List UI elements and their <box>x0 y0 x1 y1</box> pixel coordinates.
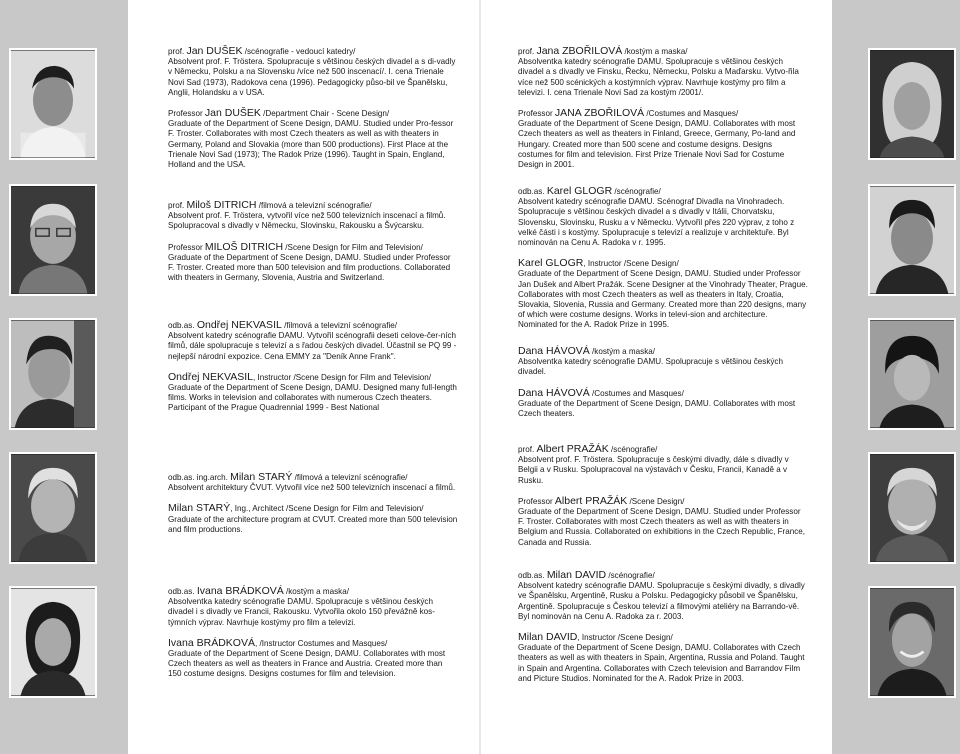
entry-milan-stary: odb.as. ing.arch. Milan STARÝ /filmová a televizní scénografie/ Absolvent architektury ČVUT. Vytvořil více než 500 televizních inscenací a filmů. Milan STARÝ, Ing., Architect /Scene Design for Film and Television/ Graduate of the architecture program at CVUT. Created more than 500 television and film productions. <box>168 471 458 534</box>
photo-jana-zborilova <box>868 48 956 160</box>
entry-ivana-bradkova: odb.as. Ivana BRÁDKOVÁ /kostým a maska/ Absolventka katedry scénografie DAMU. Spolupracuje s většinou českých divadel i s divadly ve Francii, Rakousku. Vytvořila okolo 150 převážně kos-týmních výprav. Navrhuje kostýmy pro film a televizi. Ivana BRÁDKOVÁ, /Instructor Costumes and Masques/ Graduate of the Department of Scene Design, DAMU. Collaborates with most Czech theaters as well as theaters in France and Austria. Created more than 150 costume designs. Designs costumes for film and television. <box>168 585 446 679</box>
entry-albert-prazak: prof. Albert PRAŽÁK /scénografie/ Absolvent prof. F. Tröstera. Spolupracuje s českými divadly, dále s divadly v Belgii a v Rusku. Spolupracoval na výstavách v Česku, Francii, Kanadě a v Rusku. Professor Albert PRAŽÁK /Scene Design/ Graduate of the Department of Scene Design, DAMU. Studied under Professor F. Troster. Collaborates with most Czech theaters as well as with theaters in Belgium and Russia. Collaborated on exhibitions in the Czech Republic, France, Canada and Russia. <box>518 443 806 547</box>
photo-milos-ditrich <box>9 184 97 296</box>
entry-jana-zborilova: prof. Jana ZBOŘILOVÁ /kostým a maska/ Absolventka katedry scénografie DAMU. Spolupracuje s většinou českých divadel a s divadly ve Finsku, Řecku, Německu, Polsku a Maďarsku. Vytvo-řila více než 500 scénických a kostýmních výprav. Navrhuje kostýmy pro film a televizi. I. cena Trienale Novi Sad za kostým /2001/. Professor JANA ZBOŘILOVÁ /Costumes and Masques/ Graduate of the Department of Scene Design, DAMU. Collaborates with most Czech theaters as well as theaters in Finland, Greece, Germany, Po-land and Hungary. Created more than 500 scene and costume designs. Designs costumes for film and television. First Prize Trienale Novi Sad for Costume Design in 2001. <box>518 45 799 170</box>
entry-ondrej-nekvasil: odb.as. Ondřej NEKVASIL /filmová a televizní scénografie/ Absolvent katedry scénografie DAMU. Vytvořil scénografii deseti celove-čer-ních filmů, dále spolupracuje s televizí a s řadou českých divadel. Účastnil se PQ 99 - nejlepší národní expozice. Cena EMMY za "Deník Anne Frank". Ondřej NEKVASIL, Instructor /Scene Design for Film and Television/ Graduate of the Department of Scene Design, DAMU. Designed many full-length films. Works in television and collaborates with numerous Czech theaters. Participant of the Prague Quadrennial 1999 - Best National <box>168 319 457 413</box>
photo-albert-prazak <box>868 452 956 564</box>
photo-ondrej-nekvasil <box>9 318 97 430</box>
entry-dana-havova: Dana HÁVOVÁ /kostým a maska/ Absolventka katedry scénografie DAMU. Spolupracuje s většinou českých divadel. Dana HÁVOVÁ /Costumes and Masques/ Graduate of the Department of Scene Design, DAMU. Collaborates with most Czech theaters. <box>518 345 796 419</box>
photo-karel-glogr <box>868 184 956 296</box>
photo-jan-dusek <box>9 48 97 160</box>
photo-milan-stary <box>9 452 97 564</box>
entry-milos-ditrich: prof. Miloš DITRICH /filmová a televizní scénografie/ Absolvent prof. F. Tröstera, vytvořil více než 500 televizních inscenací a filmů. Spolupracoval s divadly v Německu, Slovinsku, Rakousku a Švýcarsku. Professor MILOŠ DITRICH /Scene Design for Film and Television/ Graduate of the Department of Scene Design, DAMU. Studied under Professor F. Troster. Created more than 500 television and film productions. Collaborated with theaters in Germany, Slovenia, Austria and Switzerland. <box>168 199 451 283</box>
photo-ivana-bradkova <box>9 586 97 698</box>
page-gutter <box>479 0 481 754</box>
entry-milan-david: odb.as. Milan DAVID /scénografie/ Absolvent katedry scénografie DAMU. Spolupracuje s českými divadly, s divadly ve Španělsku, Argentině, Rusku a Polsku. Pedagogicky působil ve Španělsku, Argentině. Spolupracuje s Českou televizí a filmovými ateliéry na Barrando-vě. Byl nominován na Cenu A. Radoka za r. 2003. Milan DAVID, Instructor /Scene Design/ Graduate of the Department of Scene Design, DAMU. Collaborates with Czech theaters as well as with theaters in Spain, Argentina, Russia and Poland. Taught in Spain and Argentina. Collaborates with Czech television and Barrandov Film and Picture Studios. Nominated for the A. Radok Prize in 2003. <box>518 569 805 683</box>
entry-jan-dusek: prof. Jan DUŠEK /scénografie - vedoucí katedry/ Absolvent prof. F. Tröstera. Spolupracuje s většinou českých divadel a s di-vadly v Německu, Polsku a na Slovensku /více než 500 inscenací/. I. cena Trienale Novi Sad (1973), Radokova cena (1996). Pedagogicky půso-bil ve Španělsku, Anglii, Holandsku a v USA. Professor Jan DUŠEK /Department Chair - Scene Design/ Graduate of the Department of Scene Design, DAMU. Studied under Pro-fessor F. Troster. Collaborates with most Czech theaters as well as with theaters in Germany, Poland and Slovakia (more than 500 productions). First Place at the Trienale Novi Sad (1973); The Radok Prize (1996). Taught in Spain, England, Holland and the USA. <box>168 45 456 170</box>
photo-dana-havova <box>868 318 956 430</box>
photo-milan-david <box>868 586 956 698</box>
entry-karel-glogr: odb.as. Karel GLOGR /scénografie/ Absolvent katedry scénografie DAMU. Scénograf Divadla na Vinohradech. Spolupracuje s většinou českých divadel a s divadly v Itálii, Chorvatsku, Slovensku, Slovinsku, Rusku a v Německu. Vytvořil přes 220 výprav, z toho z velké části i s kostýmy. Spolupracuje s televizí a realizuje v architektuře. Byl nominován na Cenu A. Radoka v r. 1995. Karel GLOGR, Instructor /Scene Design/ Graduate of the Department of Scene Design, DAMU. Studied under Professor Jan Dušek and Albert Pražák. Scene Designer at the Vinohrady Theater, Prague. Collaborates with most Czech theaters as well as theaters in Italy, Croatia, Slovakia, Slovenia, Russia and Germany. Created more than 220 designs, many of which were costume designs. Works in televi-sion and architecture. Nominated for the A. Radok Prize in 1995. <box>518 185 808 330</box>
